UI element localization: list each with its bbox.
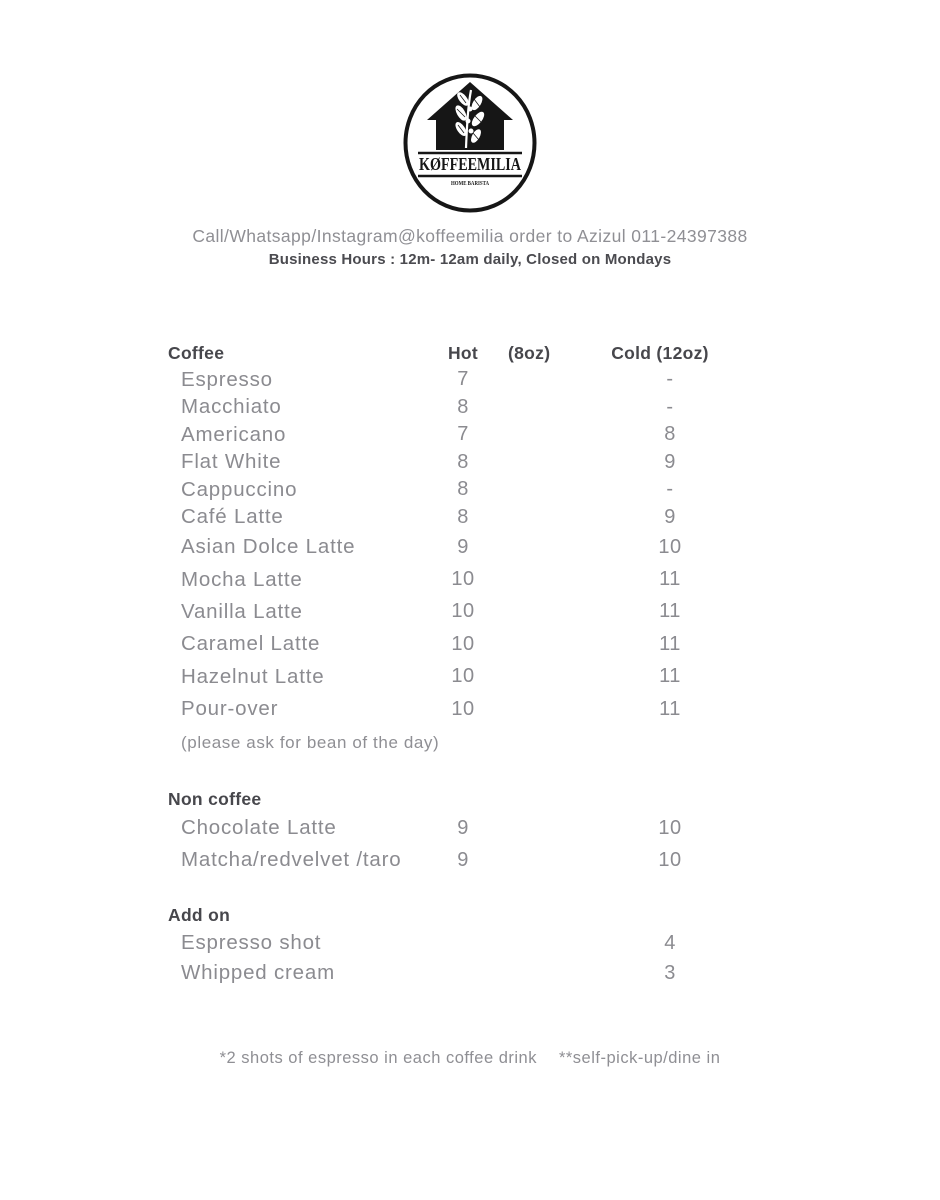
menu-row-cappuccino [168, 476, 768, 504]
column-header-hot: Hot [447, 342, 479, 363]
logo-tagline-text: HOME BARISTA [451, 180, 490, 187]
item-hot-price: 8 [457, 450, 469, 473]
item-cold-price: 11 [659, 697, 681, 720]
item-hot-price: 8 [457, 478, 469, 501]
logo-brand-text: KØFFEEMILIA [419, 154, 521, 174]
item-cold-price: 10 [658, 535, 682, 558]
column-header-cold: Cold (12oz) [611, 342, 709, 363]
menu-row-caramel-latte [168, 628, 768, 660]
item-name: Cappuccino [181, 477, 298, 501]
item-cold-price: 10 [658, 816, 682, 839]
menu-row-mocha-latte [168, 563, 768, 595]
item-hot-price: 8 [457, 505, 469, 528]
menu-row-matcha-redvelvet-taro [168, 844, 768, 876]
footer-note-espresso-shots: *2 shots of espresso in each coffee drink [219, 1049, 537, 1067]
menu-row-flat-white [168, 449, 768, 477]
item-hot-price: 7 [457, 423, 469, 446]
menu-row-espresso-shot [168, 928, 768, 958]
item-hot-price: 10 [451, 632, 475, 655]
item-name: Caramel Latte [181, 632, 321, 656]
footer-notes [0, 1049, 940, 1068]
item-cold-price: 9 [664, 450, 676, 473]
item-hot-price: 10 [451, 568, 475, 591]
item-cold-price: - [666, 395, 674, 418]
menu-row-cafe-latte [168, 504, 768, 532]
menu-row-americano [168, 421, 768, 449]
item-name: Hazelnut Latte [181, 664, 325, 688]
item-cold-price: 4 [664, 931, 676, 954]
item-hot-price: 10 [451, 600, 475, 623]
item-cold-price: 11 [659, 568, 681, 591]
item-name: Americano [181, 422, 287, 446]
menu-row-asian-dolce-latte [168, 531, 768, 563]
item-cold-price: 3 [664, 961, 676, 984]
column-header-coffee: Coffee [168, 342, 225, 363]
section-title-add-on: Add on [168, 904, 231, 925]
item-hot-price: 7 [457, 368, 469, 391]
item-name: Mocha Latte [181, 567, 303, 591]
item-name: Espresso [181, 367, 273, 391]
item-hot-price: 9 [457, 848, 469, 871]
item-cold-price: 10 [658, 848, 682, 871]
logo-graphic [402, 72, 538, 214]
menu-row-chocolate-latte [168, 812, 768, 844]
item-cold-price: 11 [659, 665, 681, 688]
item-hot-price: 9 [457, 535, 469, 558]
item-cold-price: - [666, 478, 674, 501]
menu-row-vanilla-latte [168, 596, 768, 628]
item-name: Espresso shot [181, 931, 322, 955]
bean-of-day-note: (please ask for bean of the day) [181, 733, 440, 753]
item-name: Café Latte [181, 505, 284, 529]
item-name: Chocolate Latte [181, 816, 337, 840]
item-cold-price: 9 [664, 505, 676, 528]
menu-header-row [168, 340, 768, 366]
menu-row-whipped-cream [168, 958, 768, 988]
menu-row-hazelnut-latte [168, 661, 768, 693]
column-header-8oz: (8oz) [508, 342, 551, 363]
business-hours-line: Business Hours : 12m- 12am daily, Closed on Mondays [268, 251, 672, 268]
item-name: Matcha/redvelvet /taro [181, 848, 402, 872]
menu-row-pour-over [168, 693, 768, 725]
item-name: Whipped cream [181, 961, 335, 985]
item-name: Pour-over [181, 697, 279, 721]
item-cold-price: 8 [664, 423, 676, 446]
item-hot-price: 9 [457, 816, 469, 839]
item-cold-price: 11 [659, 632, 681, 655]
footer-note-pickup: **self-pick-up/dine in [558, 1049, 721, 1067]
item-cold-price: 11 [659, 600, 681, 623]
menu-row-macchiato [168, 394, 768, 422]
item-name: Macchiato [181, 395, 282, 419]
item-hot-price: 10 [451, 665, 475, 688]
contact-line: Call/Whatsapp/Instagram@koffeemilia order to Azizul 011-24397388 [192, 226, 748, 246]
section-title-non-coffee: Non coffee [168, 788, 262, 809]
koffeemilia-logo [402, 72, 538, 214]
item-name: Vanilla Latte [181, 599, 303, 623]
item-hot-price: 10 [451, 697, 475, 720]
item-name: Flat White [181, 450, 282, 474]
item-hot-price: 8 [457, 395, 469, 418]
item-name: Asian Dolce Latte [181, 535, 356, 559]
item-cold-price: - [666, 368, 674, 391]
menu-row-espresso [168, 366, 768, 394]
menu-table [168, 340, 768, 988]
